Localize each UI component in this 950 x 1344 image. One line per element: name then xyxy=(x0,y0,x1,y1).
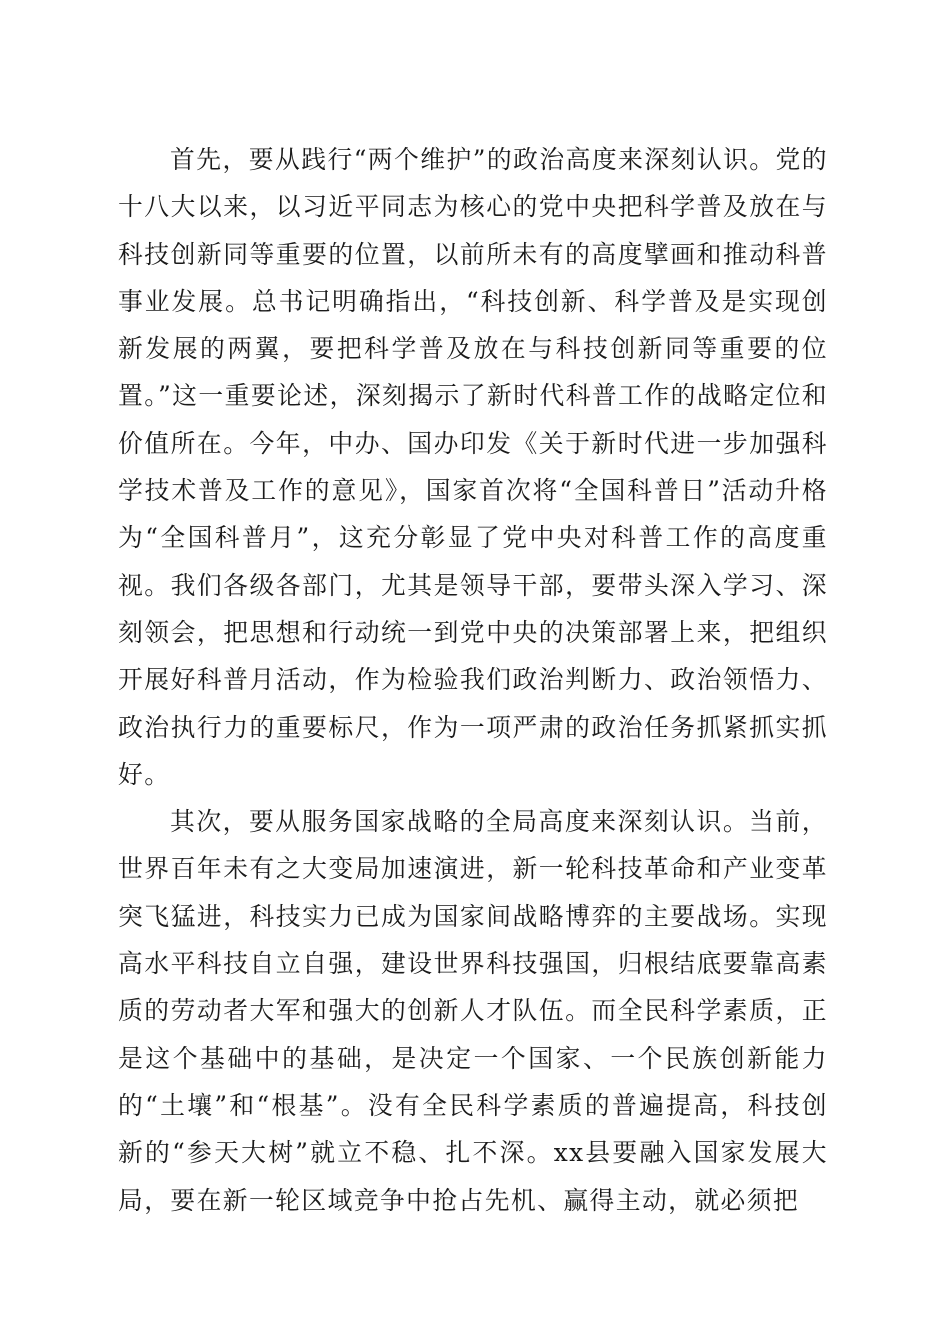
paragraph-first: 首先，要从践行“两个维护”的政治高度来深刻认识。党的十八大以来，以习近平同志为核心的党中央把科学普及放在与科技创新同等重要的位置，以前所未有的高度擘画和推动科普事业发展。总书记明确指出，“科技创新、科学普及是实现创新发展的两翼，要把科学普及放在与科技创新同等重要的位置。”这一重要论述，深刻揭示了新时代科普工作的战略定位和价值所在。今年，中办、国办印发《关于新时代进一步加强科学技术普及工作的意见》，国家首次将“全国科普日”活动升格为“全国科普月”，这充分彰显了党中央对科普工作的高度重视。我们各级各部门，尤其是领导干部，要带头深入学习、深刻领会，把思想和行动统一到党中央的决策部署上来，把组织开展好科普月活动，作为检验我们政治判断力、政治领悟力、政治执行力的重要标尺，作为一项严肃的政治任务抓紧抓实抓好。 xyxy=(118,145,828,789)
paragraph-second: 其次，要从服务国家战略的全局高度来深刻认识。当前，世界百年未有之大变局加速演进，新一轮科技革命和产业变革突飞猛进，科技实力已成为国家间战略博弈的主要战场。实现高水平科技自立自强，建设世界科技强国，归根结底要靠高素质的劳动者大军和强大的创新人才队伍。而全民科学素质，正是这个基础中的基础，是决定一个国家、一个民族创新能力的“土壤”和“根基”。没有全民科学素质的普遍提高，科技创新的“参天大树”就立不稳、扎不深。xx县要融入国家发展大局，要在新一轮区域竞争中抢占先机、赢得主动，就必须把 xyxy=(118,807,828,1215)
document-body xyxy=(118,136,828,1224)
